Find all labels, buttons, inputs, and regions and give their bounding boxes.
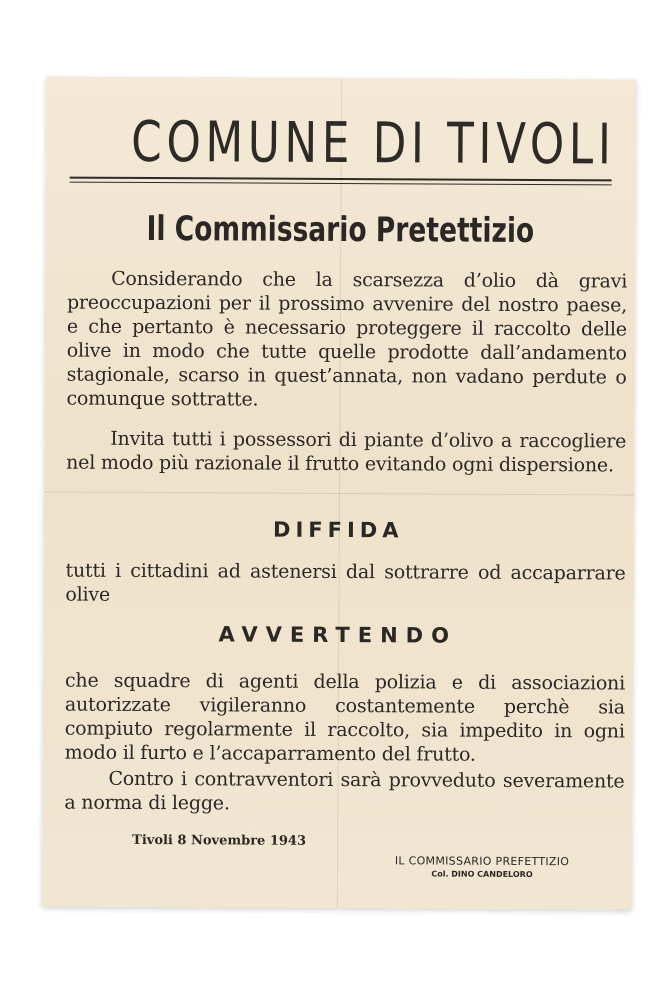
poster-sheet	[42, 76, 636, 909]
signature-title: IL COMMISSARIO PREFETTIZIO	[394, 854, 570, 869]
paragraph-considerando: Considerando che la scarsezza d’olio dà gravi preoccupazioni per il prossimo avvenire del nostro paese, e che pertanto è necessario proteggere il raccolto delle olive in modo che tutte quelle prodotte dall’andamento stagionale, scarso in quest’annata, non vadano perdute o comunque sottratte.	[66, 267, 628, 411]
heading-diffida: DIFFIDA	[273, 517, 404, 543]
heading-avvertendo: AVVERTENDO	[218, 622, 458, 648]
signature-name: Col. DINO CANDELORO	[431, 869, 533, 880]
poster-header: COMUNE DI TIVOLI	[131, 109, 616, 178]
poster-date: Tivoli 8 Novembre 1943	[132, 832, 307, 849]
paragraph-diffida: tutti i cittadini ad astenersi dal sottrarre od accaparrare olive	[65, 559, 626, 606]
paragraph-contro: Contro i contravventori sarà provveduto severamente a norma di legge.	[64, 767, 625, 815]
poster-subtitle: Il Commissario Pretettizio	[146, 208, 535, 252]
paragraph-avvertendo: che squadre di agenti della polizia e di associazioni autorizzate vigileranno costantemente perchè sia compiuto regolarmente il raccolto, sia impedito in ogni modo il furto e l’accaparramento del frutto.	[64, 669, 626, 766]
paragraph-invita: Invita tutti i possessori di piante d’olivo a raccogliere nel modo più razionale il frutto evitando ogni dispersione.	[66, 427, 627, 477]
